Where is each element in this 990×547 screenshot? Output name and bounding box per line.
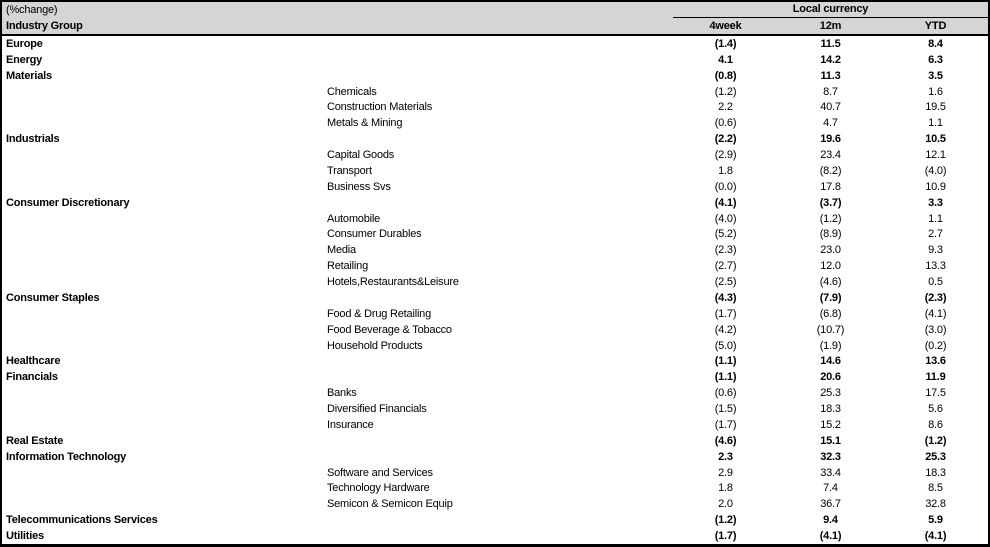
value-cell: 11.5 <box>820 37 841 50</box>
table-row <box>2 52 988 68</box>
table-row <box>2 433 988 449</box>
value-cell: (2.7) <box>714 260 737 273</box>
value-cell: (4.1) <box>819 530 842 543</box>
value-cell: 9.3 <box>928 244 943 257</box>
industry-label: Chemicals <box>327 85 377 98</box>
table-row <box>2 211 988 227</box>
value-cell: 32.8 <box>925 498 946 511</box>
industry-label: Transport <box>327 164 372 177</box>
value-cell: (4.6) <box>819 276 842 289</box>
value-cell: 15.1 <box>820 434 841 447</box>
sector-label: Utilities <box>6 530 44 543</box>
value-cell: (2.9) <box>714 149 737 162</box>
table-row <box>2 68 988 84</box>
value-cell: 1.8 <box>718 164 733 177</box>
value-cell: (4.0) <box>924 164 947 177</box>
industry-label: Insurance <box>327 418 374 431</box>
value-cell: 12.1 <box>925 149 946 162</box>
industry-label: Capital Goods <box>327 149 395 162</box>
table-row <box>2 115 988 131</box>
value-cell: 20.6 <box>820 371 841 384</box>
table-row <box>2 227 988 243</box>
industry-label: Construction Materials <box>327 101 433 114</box>
value-cell: (5.2) <box>714 228 737 241</box>
table-body <box>2 36 988 544</box>
value-cell: 13.3 <box>925 260 946 273</box>
value-cell: (1.2) <box>819 212 842 225</box>
value-cell: 4.7 <box>823 117 838 130</box>
value-cell: (1.4) <box>714 37 737 50</box>
value-cell: (1.7) <box>714 418 737 431</box>
industry-label: Diversified Financials <box>327 403 427 416</box>
table-row <box>2 131 988 147</box>
table-row <box>2 401 988 417</box>
value-cell: (2.3) <box>924 291 947 304</box>
value-cell: 1.1 <box>928 212 943 225</box>
industry-label: Metals & Mining <box>327 117 403 130</box>
value-cell: 25.3 <box>925 450 946 463</box>
value-cell: 3.3 <box>928 196 943 209</box>
value-cell: (0.6) <box>714 117 737 130</box>
value-cell: 1.1 <box>928 117 943 130</box>
column-header-12m: 12m <box>819 20 842 32</box>
table-row <box>2 481 988 497</box>
value-cell: (0.2) <box>924 339 947 352</box>
value-cell: 5.9 <box>928 514 943 527</box>
sector-label: Information Technology <box>6 450 127 463</box>
value-cell: 4.1 <box>718 53 733 66</box>
value-cell: 1.8 <box>718 482 733 495</box>
table-row <box>2 179 988 195</box>
value-cell: (3.0) <box>924 323 947 336</box>
value-cell: 40.7 <box>820 101 841 114</box>
value-cell: 15.2 <box>820 418 841 431</box>
value-cell: (4.1) <box>924 307 947 320</box>
value-cell: (2.2) <box>714 133 737 146</box>
sector-label: Healthcare <box>6 355 61 368</box>
value-cell: 17.5 <box>925 387 946 400</box>
value-cell: 6.3 <box>928 53 943 66</box>
value-cell: (1.5) <box>714 403 737 416</box>
value-cell: 2.9 <box>718 466 733 479</box>
table-row <box>2 274 988 290</box>
value-cell: (7.9) <box>819 291 842 304</box>
value-cell: (0.6) <box>714 387 737 400</box>
value-cell: (2.3) <box>714 244 737 257</box>
value-cell: 18.3 <box>820 403 841 416</box>
value-cell: (1.2) <box>714 85 737 98</box>
value-cell: (4.0) <box>714 212 737 225</box>
local-currency-group-header: Local currency <box>673 2 988 18</box>
value-cell: 10.5 <box>925 133 946 146</box>
value-cell: 14.6 <box>820 355 841 368</box>
value-cell: (3.7) <box>819 196 842 209</box>
value-cell: (8.9) <box>819 228 842 241</box>
table-row <box>2 36 988 52</box>
value-cell: 1.6 <box>928 85 943 98</box>
value-cell: (6.8) <box>819 307 842 320</box>
table-header <box>2 2 988 36</box>
value-cell: (0.8) <box>714 69 737 82</box>
industry-label: Household Products <box>327 339 423 352</box>
table-row <box>2 322 988 338</box>
value-cell: (8.2) <box>819 164 842 177</box>
table-row <box>2 195 988 211</box>
value-cell: 0.5 <box>928 276 943 289</box>
industry-group-header: Industry Group <box>6 20 83 32</box>
table-row <box>2 417 988 433</box>
value-cell: 23.0 <box>820 244 841 257</box>
value-cell: (1.9) <box>819 339 842 352</box>
sector-label: Real Estate <box>6 434 64 447</box>
table-row <box>2 385 988 401</box>
industry-label: Business Svs <box>327 180 391 193</box>
sector-label: Industrials <box>6 133 60 146</box>
sector-label: Energy <box>6 53 43 66</box>
industry-label: Software and Services <box>327 466 433 479</box>
sector-label: Consumer Staples <box>6 291 100 304</box>
value-cell: 12.0 <box>820 260 841 273</box>
industry-label: Retailing <box>327 260 369 273</box>
value-cell: 32.3 <box>820 450 841 463</box>
industry-label: Food & Drug Retailing <box>327 307 432 320</box>
table-row <box>2 100 988 116</box>
industry-label: Semicon & Semicon Equip <box>327 498 453 511</box>
value-cell: 2.0 <box>718 498 733 511</box>
table-row <box>2 369 988 385</box>
value-cell: 2.3 <box>718 450 733 463</box>
value-cell: 3.5 <box>928 69 943 82</box>
value-cell: (0.0) <box>714 180 737 193</box>
industry-label: Automobile <box>327 212 381 225</box>
value-cell: 19.5 <box>925 101 946 114</box>
sector-label: Materials <box>6 69 52 82</box>
value-cell: (1.7) <box>714 530 737 543</box>
table-row <box>2 338 988 354</box>
table-row <box>2 496 988 512</box>
value-cell: (1.2) <box>924 434 947 447</box>
table-row <box>2 290 988 306</box>
value-cell: (4.1) <box>714 196 737 209</box>
value-cell: 9.4 <box>823 514 838 527</box>
value-cell: 8.5 <box>928 482 943 495</box>
table-row <box>2 84 988 100</box>
value-cell: (2.5) <box>714 276 737 289</box>
value-cell: (4.3) <box>714 291 737 304</box>
header-row-columns <box>2 18 988 34</box>
value-cell: 11.3 <box>820 69 841 82</box>
value-cell: 11.9 <box>925 371 946 384</box>
value-cell: (4.2) <box>714 323 737 336</box>
value-cell: (4.6) <box>714 434 737 447</box>
table-row <box>2 449 988 465</box>
value-cell: 25.3 <box>820 387 841 400</box>
table-row <box>2 528 988 544</box>
value-cell: (4.1) <box>924 530 947 543</box>
value-cell: (1.2) <box>714 514 737 527</box>
table-row <box>2 242 988 258</box>
value-cell: 17.8 <box>820 180 841 193</box>
header-row-group <box>2 2 988 18</box>
value-cell: 19.6 <box>820 133 841 146</box>
sector-label: Consumer Discretionary <box>6 196 130 209</box>
value-cell: 36.7 <box>820 498 841 511</box>
value-cell: 2.2 <box>718 101 733 114</box>
table-row <box>2 512 988 528</box>
value-cell: (1.7) <box>714 307 737 320</box>
table-row <box>2 147 988 163</box>
value-cell: 23.4 <box>820 149 841 162</box>
industry-label: Consumer Durables <box>327 228 422 241</box>
value-cell: 10.9 <box>925 180 946 193</box>
industry-label: Technology Hardware <box>327 482 430 495</box>
value-cell: 14.2 <box>820 53 841 66</box>
value-cell: 33.4 <box>820 466 841 479</box>
industry-label: Hotels,Restaurants&Leisure <box>327 276 459 289</box>
value-cell: 8.6 <box>928 418 943 431</box>
sector-label: Europe <box>6 37 43 50</box>
table-row <box>2 306 988 322</box>
sector-label: Financials <box>6 371 58 384</box>
value-cell: 7.4 <box>823 482 838 495</box>
value-cell: 18.3 <box>925 466 946 479</box>
value-cell: 8.7 <box>823 85 838 98</box>
value-cell: (1.1) <box>714 371 737 384</box>
value-cell: 5.6 <box>928 403 943 416</box>
column-header-4week: 4week <box>709 20 742 32</box>
value-cell: 2.7 <box>928 228 943 241</box>
sector-label: Telecommunications Services <box>6 514 158 527</box>
percent-change-label: (%change) <box>6 4 58 16</box>
value-cell: (5.0) <box>714 339 737 352</box>
value-cell: 8.4 <box>928 37 943 50</box>
value-cell: 13.6 <box>925 355 946 368</box>
value-cell: (10.7) <box>816 323 845 336</box>
column-header-ytd: YTD <box>924 20 947 32</box>
industry-label: Food Beverage & Tobacco <box>327 323 452 336</box>
table-row <box>2 465 988 481</box>
table-row <box>2 258 988 274</box>
industry-label: Media <box>327 244 356 257</box>
table-row <box>2 163 988 179</box>
table-row <box>2 354 988 370</box>
value-cell: (1.1) <box>714 355 737 368</box>
industry-label: Banks <box>327 387 357 400</box>
